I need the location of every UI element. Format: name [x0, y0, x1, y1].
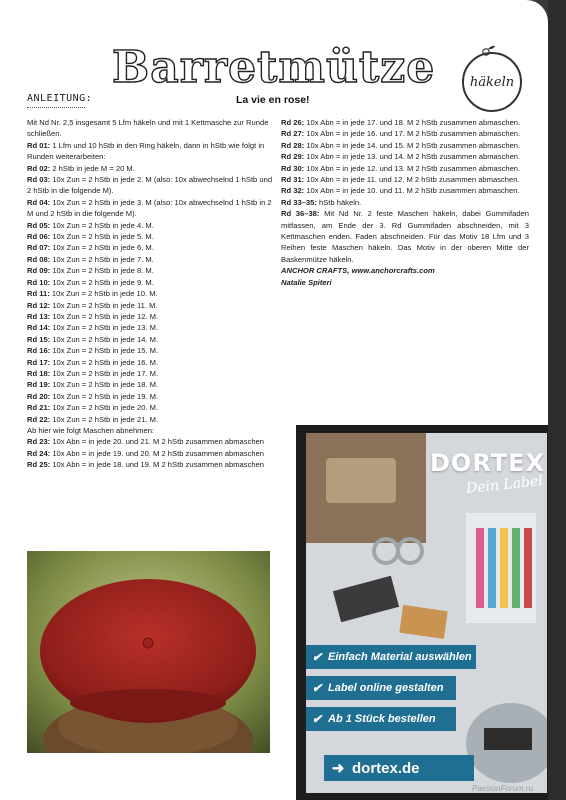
row-label: Rd 05: [27, 220, 51, 230]
row-text: hStb häkeln. [316, 197, 362, 207]
ad-tagline: Dein Label [465, 473, 544, 497]
instruction-row [27, 220, 273, 231]
intro-text: Mit Nd Nr. 2,5 insgesamt 5 Lfm häkeln und mit 1 Kettmasche zur Runde schließen. [27, 118, 269, 139]
row-text: 10x Zun = 2 hStb in jede 21. M. [50, 414, 159, 424]
row-text: 1 Lfm und 10 hStb in den Ring häkeln, dann in hStb wie folgt in Runden weiterarbeiten: [27, 140, 265, 162]
pattern-subtitle: La vie en rose! [236, 94, 310, 106]
row-label: Rd 36–38: [281, 209, 320, 219]
ad-feature-2 [306, 676, 456, 700]
instruction-row [27, 254, 273, 265]
row-text: 10x Abn = in jede 18. und 19. M 2 hStb zusammen abmaschen [50, 460, 265, 470]
row-text: 10x Zun = 2 hStb in jede 14. M. [50, 334, 159, 344]
ad-feature-3 [306, 707, 456, 731]
row-label: Rd 03: [27, 175, 51, 185]
ad-brand-logo: DORTEX [430, 449, 545, 477]
ad-panel [306, 433, 547, 793]
instruction-row [281, 163, 529, 174]
row-text: 10x Zun = 2 hStb in jede 4. M. [50, 220, 154, 230]
row-label: Rd 01: [27, 140, 51, 150]
row-text: 10x Zun = 2 hStb in jede 12. M. [50, 311, 159, 321]
instruction-row [27, 459, 273, 470]
row-text: 10x Zun = 2 hStb in jede 15. M. [50, 346, 159, 356]
instruction-row [281, 185, 529, 196]
instruction-row [27, 322, 273, 333]
row-text: 10x Zun = 2 hStb in jede 13. M. [50, 323, 159, 333]
instruction-row [27, 391, 273, 402]
row-label: Rd 20: [27, 391, 51, 401]
row-text: 10x Abn = in jede 11. und 12. M 2 hStb zusammen abmaschen. [304, 175, 520, 185]
row-text: 10x Abn = in jede 10. und 11. M 2 hStb zusammen abmaschen. [304, 186, 520, 196]
row-label: Rd 02: [27, 163, 51, 173]
row-label: Rd 22: [27, 414, 51, 424]
instruction-row [27, 265, 273, 276]
instruction-row [27, 379, 273, 390]
instruction-row [281, 117, 529, 128]
row-text: 10x Zun = 2 hStb in jede 9. M. [50, 277, 154, 287]
page-edge [548, 0, 566, 800]
instruction-row [27, 448, 273, 459]
row-text: 10x Zun = 2 hStb in jede 8. M. [50, 266, 154, 276]
instruction-row [27, 300, 273, 311]
row-label: Rd 06: [27, 232, 51, 242]
ad-url-link[interactable] [324, 755, 474, 781]
ad-feature-1-text: Einfach Material auswählen [328, 651, 472, 663]
row-text: 10x Abn = in jede 12. und 13. M 2 hStb zusammen abmaschen. [304, 163, 521, 173]
row-text: 10x Zun = 2 hStb in jede 19. M. [50, 391, 159, 401]
row-label: Rd 18: [27, 368, 51, 378]
row-text: 10x Abn = in jede 17. und 18. M 2 hStb zusammen abmaschen. [304, 118, 521, 127]
row-label: Rd 14: [27, 323, 51, 333]
row-label: Rd 11: [27, 289, 50, 299]
ad-url-text[interactable]: dortex.de [352, 759, 420, 777]
row-label: Rd 10: [27, 277, 51, 287]
instructions-column-2 [281, 117, 529, 288]
row-label: Rd 26: [281, 118, 305, 127]
instruction-row [27, 231, 273, 242]
instruction-row [27, 242, 273, 253]
row-text: 10x Zun = 2 hStb in jede 20. M. [50, 403, 159, 413]
section-label: ANLEITUNG: [27, 93, 93, 104]
instruction-row [27, 163, 273, 174]
row-text: 10x Zun = 2 hStb in jede 11. M. [50, 300, 158, 310]
row-text: 10x Abn = in jede 19. und 20. M 2 hStb zusammen abmaschen [50, 448, 265, 458]
instruction-row [27, 357, 273, 368]
row-label: Rd 25: [27, 460, 51, 470]
watermark: PassionForum.ru [472, 784, 533, 793]
instruction-row [27, 436, 273, 447]
row-text: 10x Zun = 2 hStb in jede 7. M. [50, 254, 154, 264]
row-label: Rd 28: [281, 140, 305, 150]
instruction-row [27, 288, 273, 299]
instruction-row [27, 174, 273, 197]
beret-photo [27, 551, 270, 753]
row-text: Mit Nd Nr. 2 feste Maschen häkeln, dabei Gummifaden mitfassen, am Ende der 3. Rd Gummifaden abschneiden, mit 3 Kettmaschen enden. Faden abschneiden. Für das Motiv 18 Lfm und 3 Reihen feste Maschen häkeln. Das Motiv in der oberen Mitte der Baskenmütze häkeln. [281, 209, 529, 264]
instruction-row [281, 151, 529, 162]
row-label: Rd 33–35: [281, 197, 317, 207]
row-text: 10x Zun = 2 hStb in jede 6. M. [50, 243, 154, 253]
checkmark-icon: ✔ [311, 681, 323, 695]
ad-feature-2-text: Label online gestalten [328, 682, 444, 694]
row-text: 10x Zun = 2 hStb in jede 17. M. [50, 368, 159, 378]
instruction-row [281, 174, 529, 185]
instructions-column-1 [27, 117, 273, 471]
section-underline [27, 107, 85, 108]
advertisement[interactable] [296, 425, 548, 800]
row-text: 10x Zun = 2 hStb in jede 5. M. [50, 232, 154, 242]
instruction-row [27, 277, 273, 288]
decrease-note: Ab hier wie folgt Maschen abnehmen: [27, 425, 155, 435]
row-label: Rd 12: [27, 300, 51, 310]
row-text: 10x Zun = 2 hStb in jede 3. M (also: 10x abwechselnd 1 hStb in 2 M und 2 hStb in die folgende M). [27, 197, 272, 219]
row-label: Rd 08: [27, 254, 51, 264]
instruction-row [27, 402, 273, 413]
row-label: Rd 15: [27, 334, 51, 344]
row-text: 10x Abn = in jede 13. und 14. M 2 hStb zusammen abmaschen. [304, 152, 521, 162]
row-label: Rd 23: [27, 437, 51, 447]
row-text: 10x Zun = 2 hStb in jede 18. M. [50, 380, 159, 390]
row-text: 10x Abn = in jede 14. und 15. M 2 hStb zusammen abmaschen. [304, 140, 521, 150]
instruction-row [27, 345, 273, 356]
row-text: 10x Abn = in jede 16. und 17. M 2 hStb zusammen abmaschen. [304, 129, 521, 139]
instruction-row [27, 334, 273, 345]
row-label: Rd 07: [27, 243, 51, 253]
instruction-row [27, 197, 273, 220]
credit-company: ANCHOR CRAFTS, www.anchorcrafts.com [281, 266, 435, 276]
checkmark-icon: ✔ [311, 650, 323, 664]
row-label: Rd 19: [27, 380, 51, 390]
instruction-row [27, 311, 273, 322]
ad-feature-3-text: Ab 1 Stück bestellen [328, 713, 436, 725]
row-text: 10x Zun = 2 hStb in jede 16. M. [50, 357, 159, 367]
instruction-row [27, 414, 273, 425]
row-text: 10x Zun = 2 hStb in jede 10. M. [49, 289, 158, 299]
ad-feature-1 [306, 645, 476, 669]
instruction-row [281, 128, 529, 139]
row-label: Rd 21: [27, 403, 51, 413]
row-label: Rd 27: [281, 129, 305, 139]
row-text: 10x Zun = 2 hStb in jede 2. M (also: 10x abwechselnd 1 hStb und 2 hStb in die folgende M). [27, 175, 273, 196]
row-label: Rd 31: [281, 175, 305, 185]
row-label: Rd 17: [27, 357, 51, 367]
badge-label: häkeln [469, 74, 515, 90]
credit-author: Natalie Spiteri [281, 277, 332, 287]
row-label: Rd 09: [27, 266, 51, 276]
row-label: Rd 30: [281, 163, 305, 173]
instruction-row [27, 140, 273, 163]
page-title: Barretmütze [112, 42, 436, 93]
checkmark-icon: ✔ [311, 712, 323, 726]
row-label: Rd 13: [27, 311, 51, 321]
instruction-row [281, 208, 529, 265]
arrow-right-icon: ➜ [331, 760, 345, 777]
row-label: Rd 16: [27, 346, 51, 356]
instruction-row [27, 368, 273, 379]
row-text: 10x Abn = in jede 20. und 21. M 2 hStb zusammen abmaschen [50, 437, 265, 447]
row-text: 2 hStb in jede M = 20 M. [50, 163, 135, 173]
row-label: Rd 29: [281, 152, 305, 162]
row-label: Rd 04: [27, 197, 51, 207]
row-label: Rd 32: [281, 186, 305, 196]
instruction-row [281, 140, 529, 151]
row-label: Rd 24: [27, 448, 51, 458]
instruction-row [281, 197, 529, 208]
category-badge [462, 52, 522, 112]
